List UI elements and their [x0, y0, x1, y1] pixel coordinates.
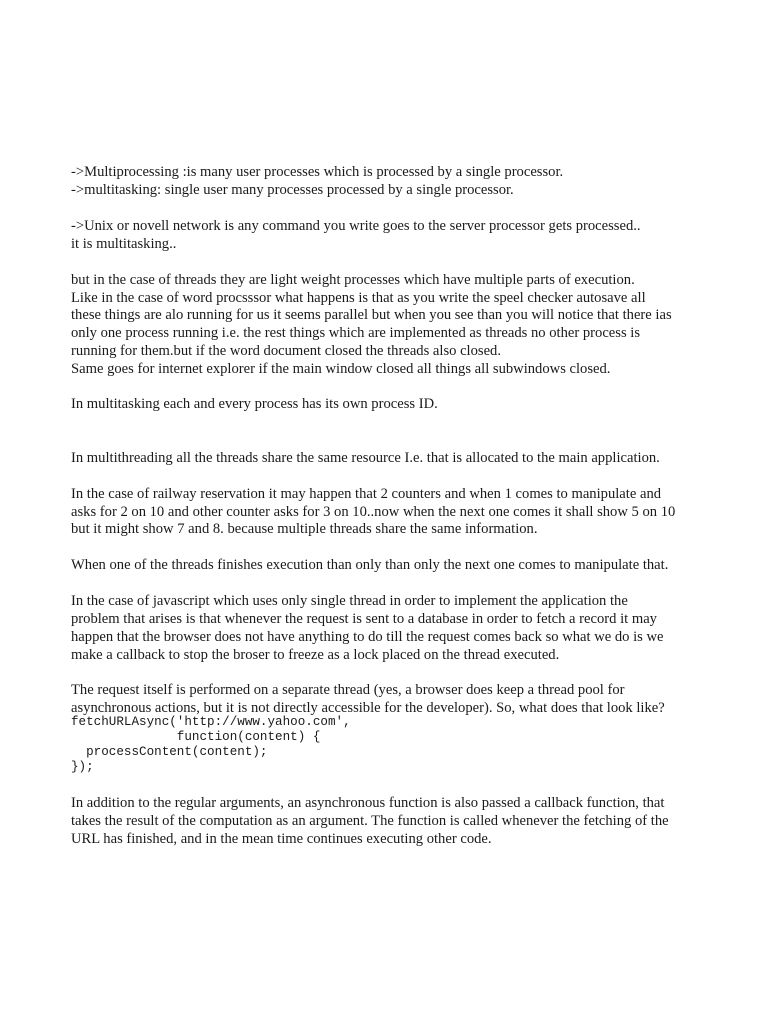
code-line: function(content) {: [71, 730, 321, 744]
text-line: In multithreading all the threads share the same resource I.e. that is allocated to the main application.: [71, 450, 660, 466]
text-line: make a callback to stop the broser to freeze as a lock placed on the thread executed.: [71, 647, 560, 663]
code-line: fetchURLAsync('http://www.yahoo.com',: [71, 715, 351, 729]
text-line: Same goes for internet explorer if the main window closed all things all subwindows closed.: [71, 361, 611, 377]
text-line: In addition to the regular arguments, an asynchronous function is also passed a callback function, that: [71, 795, 665, 811]
text-line: it is multitasking..: [71, 236, 177, 252]
code-line: });: [71, 760, 94, 774]
text-line: happen that the browser does not have anything to do till the request comes back so what we do is we: [71, 629, 664, 645]
text-line: URL has finished, and in the mean time continues executing other code.: [71, 831, 492, 847]
text-line: Like in the case of word procsssor what happens is that as you write the speel checker autosave all: [71, 290, 646, 306]
text-line: In the case of railway reservation it may happen that 2 counters and when 1 comes to manipulate and: [71, 486, 662, 502]
text-line: ->multitasking: single user many processes processed by a single processor.: [71, 182, 514, 198]
text-line: ->Multiprocessing :is many user processes which is processed by a single processor.: [71, 164, 564, 180]
text-line: running for them.but if the word document closed the threads also closed.: [71, 343, 502, 359]
text-line: asynchronous actions, but it is not directly accessible for the developer). So, what does that look like?: [71, 700, 665, 716]
text-line: only one process running i.e. the rest things which are implemented as threads no other process is: [71, 325, 641, 341]
text-line: takes the result of the computation as an argument. The function is called whenever the fetching of the: [71, 813, 669, 829]
text-line: but in the case of threads they are light weight processes which have multiple parts of execution.: [71, 272, 635, 288]
text-line: In the case of javascript which uses only single thread in order to implement the application the: [71, 593, 628, 609]
text-line: asks for 2 on 10 and other counter asks for 3 on 10..now when the next one comes it shall show 5 on 10: [71, 504, 676, 520]
text-line: In multitasking each and every process has its own process ID.: [71, 396, 438, 412]
text-line: ->Unix or novell network is any command you write goes to the server processor gets processed..: [71, 218, 641, 234]
code-line: processContent(content);: [71, 745, 268, 759]
text-line: these things are alo running for us it seems parallel but when you see than you will notice that there ias: [71, 307, 672, 323]
text-line: but it might show 7 and 8. because multiple threads share the same information.: [71, 521, 538, 537]
text-line: problem that arises is that whenever the request is sent to a database in order to fetch a record it may: [71, 611, 657, 627]
text-line: When one of the threads finishes execution than only than only the next one comes to manipulate that.: [71, 557, 669, 573]
text-line: The request itself is performed on a separate thread (yes, a browser does keep a thread pool for: [71, 682, 625, 698]
